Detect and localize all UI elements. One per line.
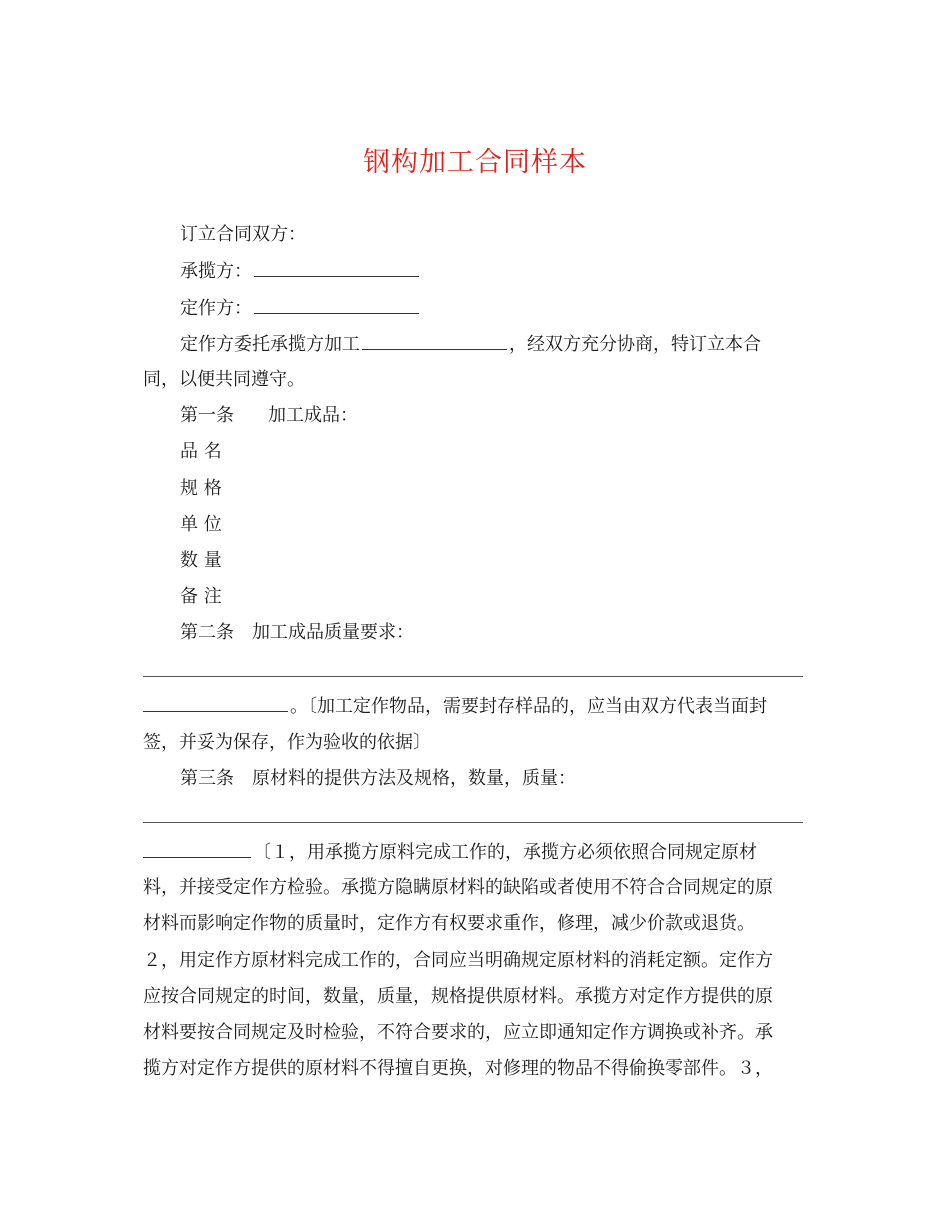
product-blank — [362, 331, 507, 350]
client-blank — [254, 295, 419, 314]
article1-title: 加工成品： — [268, 405, 358, 426]
article3-line-6: 材料要按合同规定及时检验，不符合要求的，应立即通知定作方调换或补齐。承 — [143, 1022, 773, 1043]
article3-blank — [143, 839, 251, 858]
article3-line-5: 应按合同规定的时间，数量，质量，规格提供原材料。承揽方对定作方提供的原 — [143, 986, 773, 1007]
article3-text-1: 〔１，用承揽方原料完成工作的，承揽方必须依照合同规定原材 — [253, 842, 757, 863]
article2-blank-rule — [143, 676, 803, 677]
contractor-label: 承揽方： — [180, 261, 252, 282]
article3-blank-rule — [143, 822, 803, 823]
contractor-line — [180, 258, 421, 285]
field-name: 品 名 — [180, 441, 222, 462]
intro-line-2: 同，以便共同遵守。 — [143, 369, 305, 390]
article3-line-4: ２，用定作方原材料完成工作的，合同应当明确规定原材料的消耗定额。定作方 — [143, 950, 773, 971]
intro-line-1 — [180, 331, 761, 358]
intro-text-b: ，经双方充分协商，特订立本合 — [509, 334, 761, 355]
article3-line-3: 材料而影响定作物的质量时，定作方有权要求重作，修理，减少价款或退货。 — [143, 913, 755, 934]
field-spec: 规 格 — [180, 478, 222, 499]
article2-note-a: 。〔加工定作物品，需要封存样品的，应当由双方代表当面封 — [290, 696, 767, 717]
article1-number: 第一条 — [180, 405, 234, 426]
intro-text-a: 定作方委托承揽方加工 — [180, 334, 360, 355]
client-label: 定作方： — [180, 298, 252, 319]
article2-heading — [180, 620, 414, 646]
article3-line-1 — [143, 839, 757, 866]
article3-number: 第三条 — [180, 768, 234, 789]
document-title: 钢构加工合同样本 — [363, 147, 587, 178]
parties-heading: 订立合同双方： — [180, 224, 306, 245]
article3-title: 原材料的提供方法及规格，数量，质量： — [252, 768, 576, 789]
client-line — [180, 295, 421, 322]
article2-title: 加工成品质量要求： — [252, 622, 414, 643]
field-unit: 单 位 — [180, 514, 222, 535]
article3-line-2: 料，并接受定作方检验。承揽方隐瞒原材料的缺陷或者使用不符合合同规定的原 — [143, 877, 773, 898]
field-remarks: 备 注 — [180, 586, 222, 607]
article3-line-7: 揽方对定作方提供的原材料不得擅自更换，对修理的物品不得偷换零部件。３， — [143, 1058, 773, 1079]
article2-blank — [143, 693, 288, 712]
article2-note-line-1 — [143, 693, 767, 720]
article3-heading — [180, 766, 576, 792]
article2-note-line-2: 签，并妥为保存，作为验收的依据〕 — [143, 732, 431, 753]
article2-number: 第二条 — [180, 622, 234, 643]
contractor-blank — [254, 258, 419, 277]
field-quantity: 数 量 — [180, 550, 222, 571]
article1-heading — [180, 403, 358, 429]
